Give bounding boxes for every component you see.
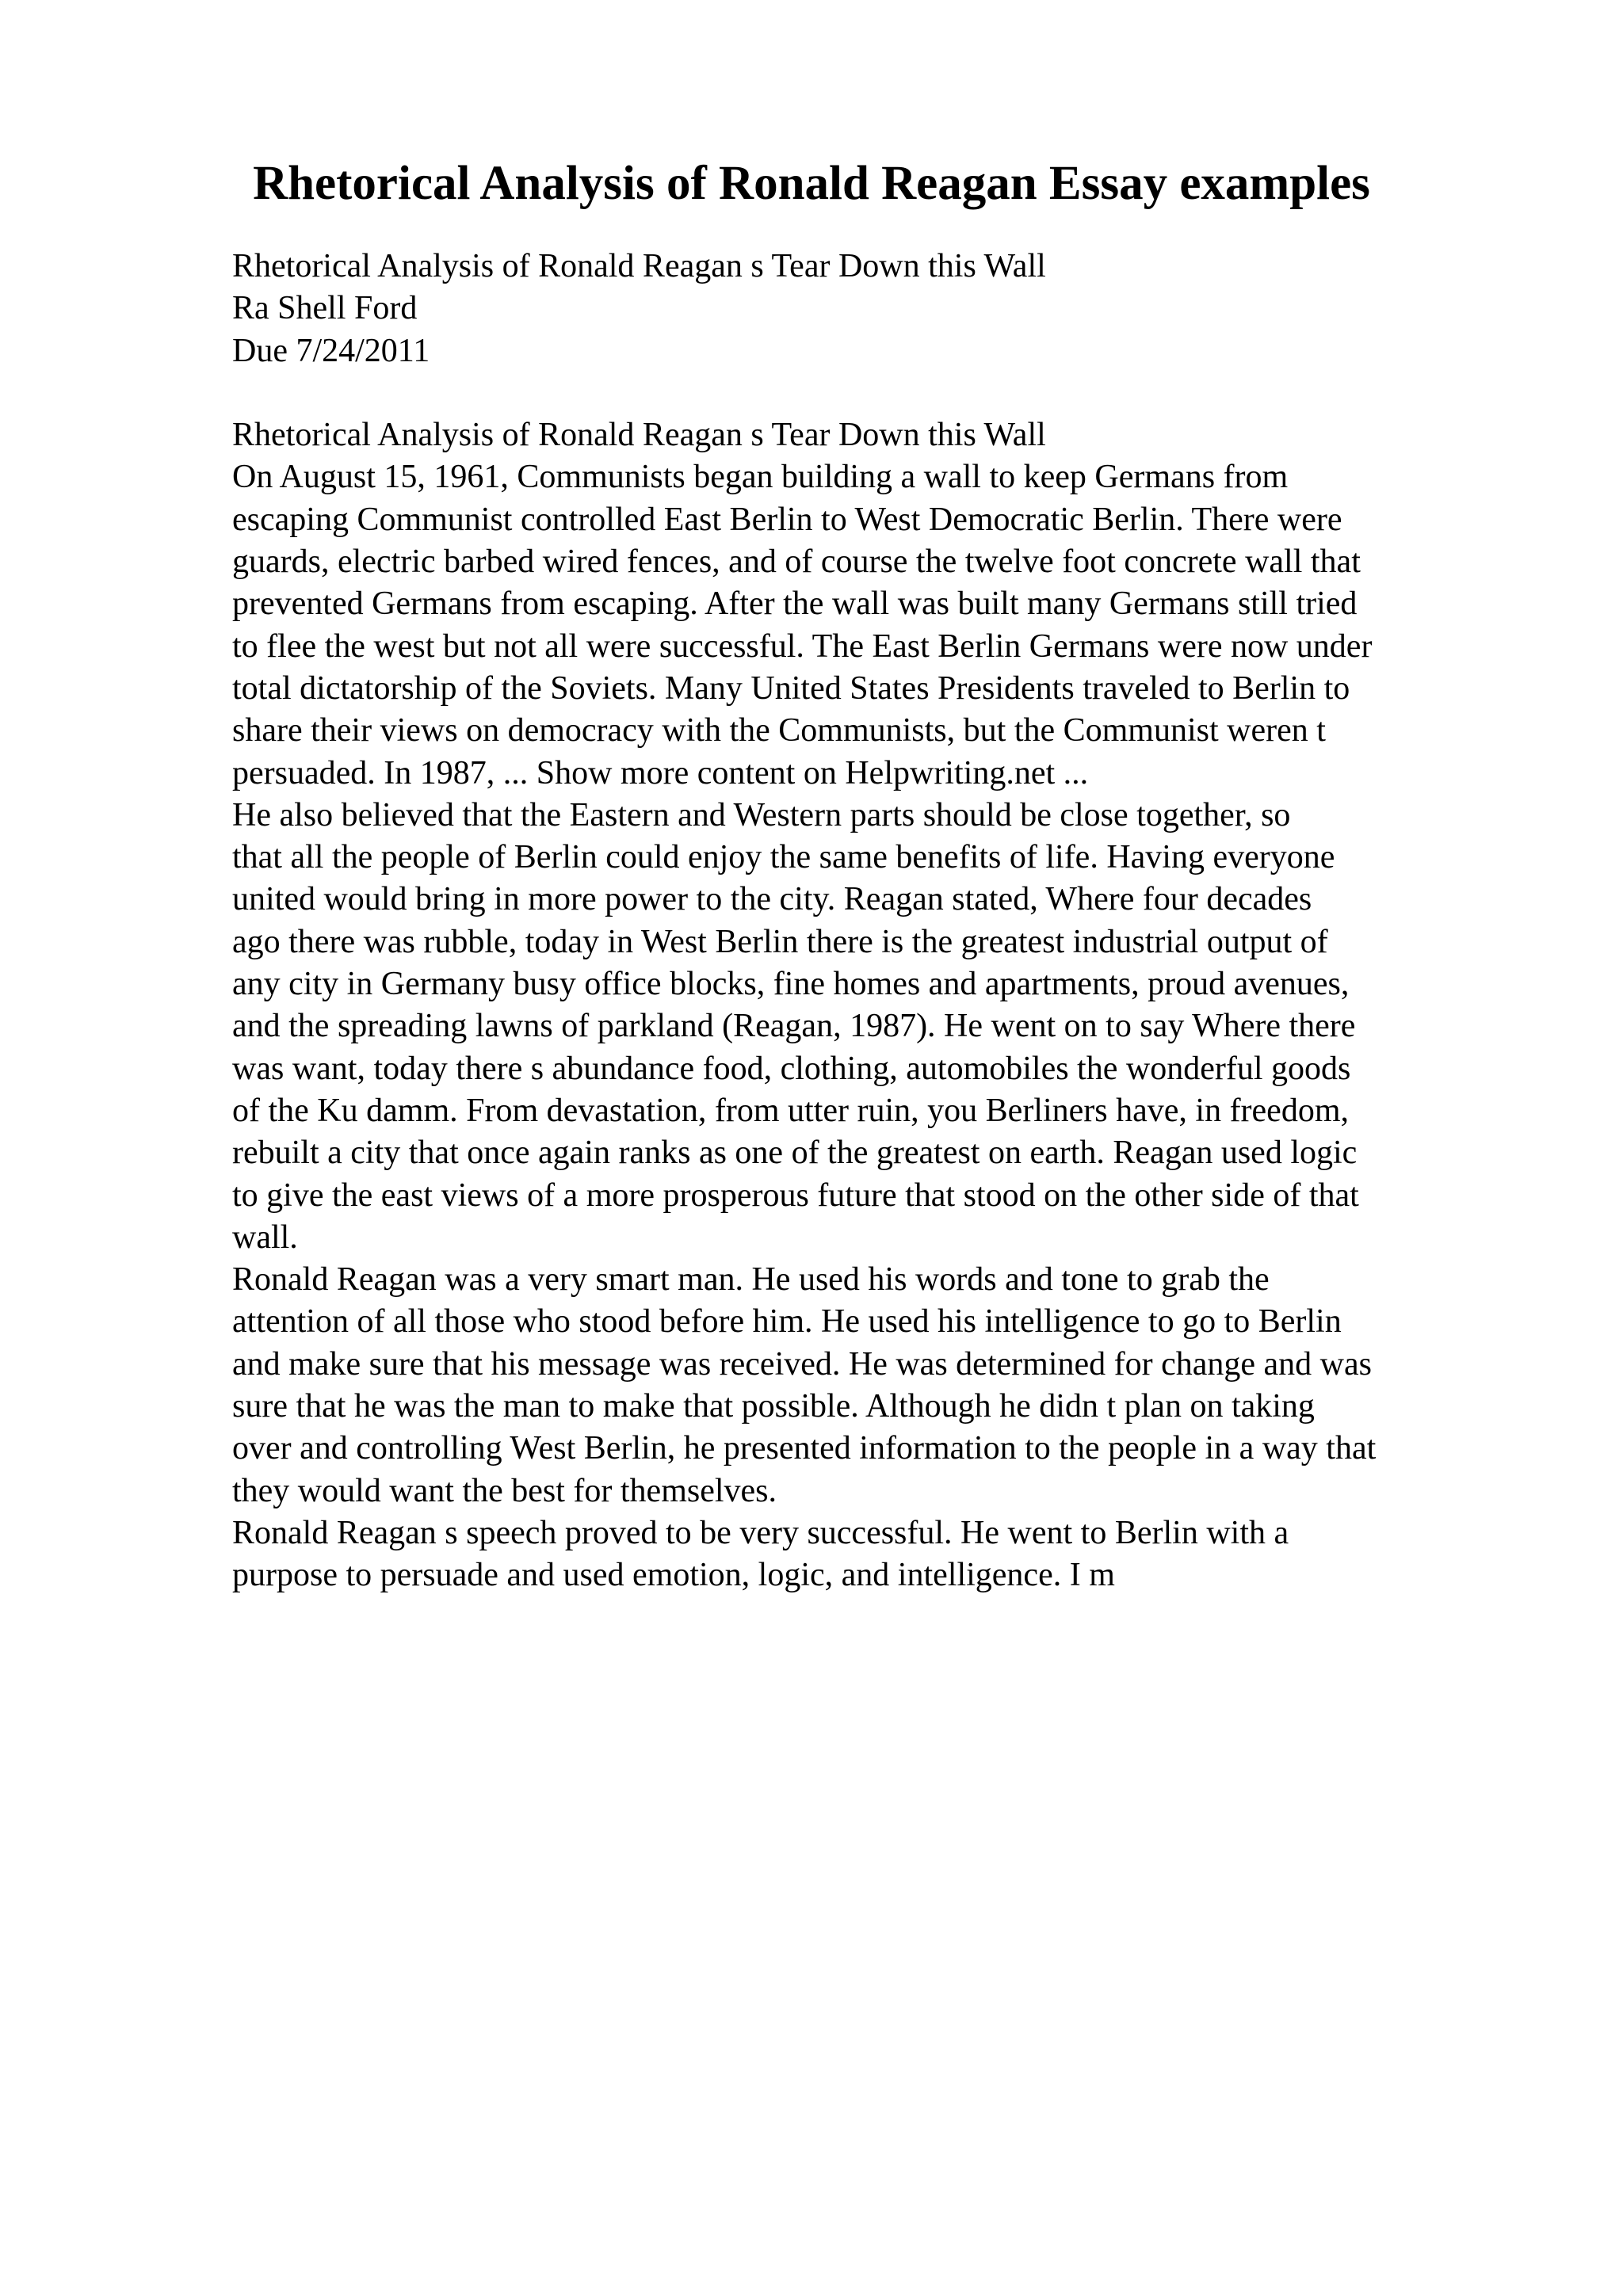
text-line: rebuilt a city that once again ranks as one of the greatest on earth. Reagan used logic [232,1135,1358,1172]
text-line: purpose to persuade and used emotion, logic, and intelligence. I m [232,1557,1115,1594]
text-line: to flee the west but not all were successful. The East Berlin Germans were now under [232,627,1373,665]
text-line: He also believed that the Eastern and Western parts should be close together, so [232,796,1291,833]
text-line: to give the east views of a more prosperous future that stood on the other side of that [232,1177,1359,1214]
text-line: total dictatorship of the Soviets. Many United States Presidents traveled to Berlin to [232,669,1350,707]
paragraph-1 [232,414,1532,795]
text-line: guards, electric barbed wired fences, and of course the twelve foot concrete wall that [232,543,1361,581]
text-line: Ronald Reagan s speech proved to be very successful. He went to Berlin with a [232,1514,1289,1551]
paragraph-2 [232,795,1532,1259]
text-line: persuaded. In 1987, ... Show more content on Helpwriting.net ... [232,754,1089,791]
text-line: and make sure that his message was received. He was determined for change and was [232,1345,1372,1383]
text-line: wall. [232,1219,298,1256]
text-line: attention of all those who stood before him. He used his intelligence to go to Berlin [232,1303,1342,1341]
essay-subtitle: Rhetorical Analysis of Ronald Reagan s Tear Down this Wall [232,248,1046,284]
document-title: Rhetorical Analysis of Ronald Reagan Essay examples [253,157,1370,210]
text-line: Ronald Reagan was a very smart man. He used his words and tone to grab the [232,1261,1270,1299]
paragraph-3 [232,1259,1532,1512]
text-line: escaping Communist controlled East Berlin to West Democratic Berlin. There were [232,501,1342,538]
text-line: any city in Germany busy office blocks, fine homes and apartments, proud avenues, [232,966,1350,1003]
text-line: that all the people of Berlin could enjoy the same benefits of life. Having everyone [232,839,1335,876]
text-line: sure that he was the man to make that possible. Although he didn t plan on taking [232,1388,1315,1425]
text-line: On August 15, 1961, Communists began building a wall to keep Germans from [232,459,1289,496]
document-header [232,246,1532,372]
text-line: share their views on democracy with the Communists, but the Communist weren t [232,712,1326,749]
due-date: Due 7/24/2011 [232,332,430,369]
text-line: over and controlling West Berlin, he presented information to the people in a way that [232,1430,1377,1467]
text-line: prevented Germans from escaping. After the wall was built many Germans still tried [232,585,1358,623]
text-line: of the Ku damm. From devastation, from utter ruin, you Berliners have, in freedom, [232,1092,1349,1129]
text-line: united would bring in more power to the city. Reagan stated, Where four decades [232,881,1312,918]
document-body [232,246,1532,1597]
text-line: was want, today there s abundance food, clothing, automobiles the wonderful goods [232,1050,1351,1087]
text-line: ago there was rubble, today in West Berlin there is the greatest industrial output of [232,923,1328,960]
spacer [232,372,1532,414]
paragraph-4 [232,1512,1532,1597]
text-line: they would want the best for themselves. [232,1472,777,1509]
text-line: and the spreading lawns of parkland (Reagan, 1987). He went on to say Where there [232,1008,1356,1045]
text-line: Rhetorical Analysis of Ronald Reagan s Tear Down this Wall [232,417,1046,454]
author-name: Ra Shell Ford [232,290,418,327]
